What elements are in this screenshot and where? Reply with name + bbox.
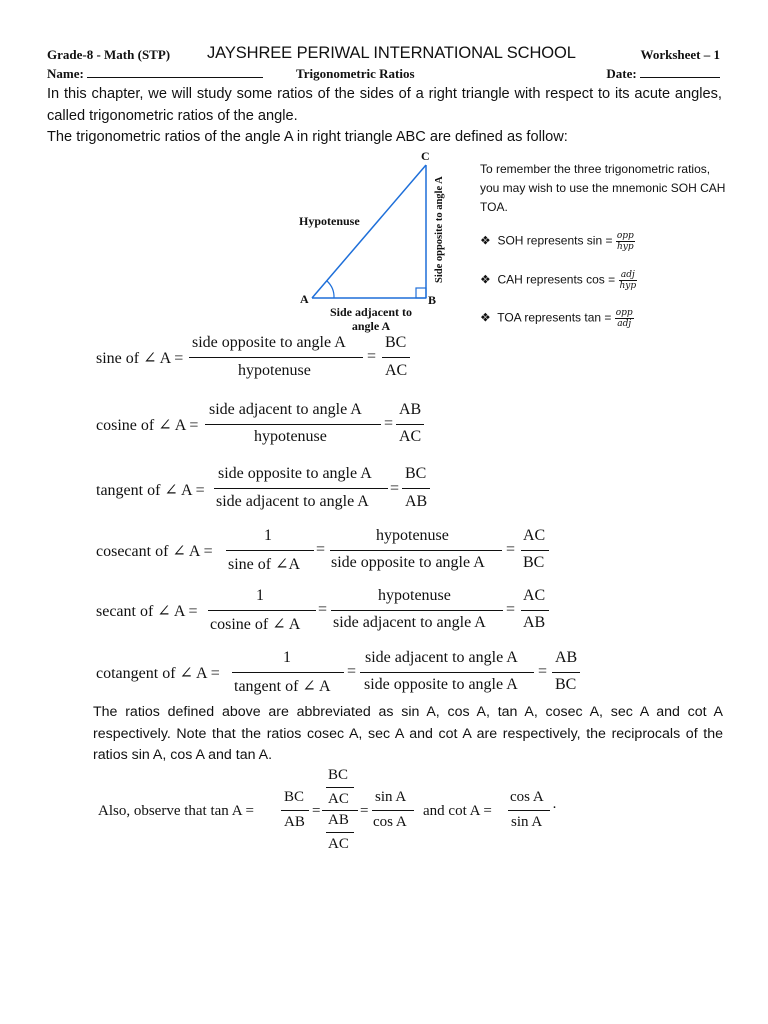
secant-num-3: AC	[523, 587, 546, 604]
mnemonic-note: To remember the three trigonometric ratios, you may wish to use the mnemonic SOH CAH TOA.	[480, 162, 726, 214]
sine-lhs: sine of ∠ A =	[96, 350, 184, 367]
header-row-2	[47, 66, 720, 84]
bullet-icon: ❖	[480, 310, 491, 325]
secant-num-1: 1	[256, 587, 264, 604]
frac-num: opp	[616, 231, 634, 241]
cosine-denominator: hypotenuse	[254, 428, 327, 445]
equals-sign: =	[347, 663, 357, 680]
fraction-bar	[214, 488, 388, 489]
cosecant-num-1: 1	[264, 527, 272, 544]
opposite-side-label: Side opposite to angle A	[434, 176, 445, 283]
fraction-bar	[331, 610, 503, 611]
sine-numerator: side opposite to angle A	[192, 334, 346, 351]
cah-text: CAH represents cos =	[497, 272, 616, 287]
equals-sign: =	[384, 415, 394, 432]
topic-title: Trigonometric Ratios	[296, 66, 415, 81]
vertex-c-label: C	[421, 149, 430, 163]
triangle-diagram	[290, 145, 460, 340]
fraction-bar	[326, 832, 354, 833]
fraction-bar	[382, 357, 410, 358]
fraction-bar	[281, 810, 309, 811]
cotangent-den-3: BC	[555, 676, 577, 693]
school-name: JAYSHREE PERIWAL INTERNATIONAL SCHOOL	[207, 44, 576, 62]
cosine-numerator: side adjacent to angle A	[209, 401, 362, 418]
end-dot: ·	[552, 800, 557, 816]
tangent-denominator: side adjacent to angle A	[216, 493, 369, 510]
fraction-bar	[360, 672, 534, 673]
compound-num-den: AC	[328, 791, 349, 807]
sine-denominator: hypotenuse	[238, 362, 311, 379]
fraction-bar	[189, 357, 363, 358]
cotangent-num-3: AB	[555, 649, 578, 666]
frac-den: hyp	[619, 281, 637, 291]
fraction-bar	[508, 810, 550, 811]
cotangent-num-1: 1	[283, 649, 291, 666]
sin-over-cos-den: cos A	[373, 814, 407, 830]
cos-over-sin-den: sin A	[511, 814, 543, 830]
hypotenuse-label: Hypotenuse	[299, 214, 360, 228]
toa-text: TOA represents tan =	[497, 310, 612, 325]
equals-sign: =	[360, 803, 369, 819]
name-field	[47, 66, 263, 82]
tangent-ratio-den: AB	[405, 493, 428, 510]
date-label: Date:	[606, 66, 637, 81]
intro-paragraph-2: The trigonometric ratios of the angle A in right triangle ABC are defined as follow:	[47, 129, 568, 145]
equals-sign: =	[318, 601, 328, 618]
cotangent-den-1: tangent of ∠ A	[234, 678, 331, 695]
bullet-icon: ❖	[480, 233, 491, 248]
frac-num: opp	[615, 308, 633, 318]
worksheet-label: Worksheet – 1	[640, 47, 720, 62]
fraction-bar	[552, 672, 580, 673]
adjacent-label-line2: angle A	[351, 319, 391, 333]
vertex-b-label: B	[428, 293, 437, 307]
cotangent-den-2: side opposite to angle A	[364, 676, 518, 693]
equals-sign: =	[316, 541, 326, 558]
adjacent-label-line1: Side adjacent to	[330, 305, 412, 319]
equals-sign: =	[390, 480, 400, 497]
grade-label: Grade-8 - Math (STP)	[47, 47, 171, 62]
fraction-bar	[322, 810, 358, 811]
sin-over-cos-num: sin A	[375, 789, 407, 805]
fraction-bar	[208, 610, 316, 611]
frac-den: hyp	[616, 242, 634, 252]
fraction-bar	[326, 787, 354, 788]
secant-lhs: secant of ∠ A =	[96, 603, 198, 620]
equals-sign: =	[538, 663, 548, 680]
cosecant-num-2: hypotenuse	[376, 527, 449, 544]
fraction-bar	[521, 610, 549, 611]
toa-line	[480, 308, 634, 329]
tangent-numerator: side opposite to angle A	[218, 465, 372, 482]
observe-lhs: Also, observe that tan A =	[98, 803, 254, 819]
cotangent-lhs: cotangent of ∠ A =	[96, 665, 220, 682]
cos-over-sin-num: cos A	[510, 789, 544, 805]
name-blank	[87, 66, 263, 78]
and-cot-text: and cot A =	[423, 803, 492, 819]
vertex-a-label: A	[300, 292, 309, 306]
bullet-icon: ❖	[480, 272, 491, 287]
cosine-ratio-num: AB	[399, 401, 422, 418]
cosecant-lhs: cosecant of ∠ A =	[96, 543, 213, 560]
fraction-bar	[330, 550, 502, 551]
soh-text: SOH represents sin =	[497, 233, 613, 248]
adj-over-hyp	[619, 270, 638, 291]
fraction-bar	[372, 810, 414, 811]
equals-sign: =	[506, 541, 516, 558]
fraction-bar	[402, 488, 430, 489]
cosecant-den-1: sine of ∠A	[228, 556, 301, 573]
tan-ratio-num: BC	[284, 789, 305, 805]
tangent-ratio-num: BC	[405, 465, 427, 482]
opp-over-hyp	[616, 231, 635, 252]
fraction-bar	[226, 550, 314, 551]
adjacent-side-label	[326, 305, 416, 333]
compound-den-den: AC	[328, 836, 349, 852]
secant-den-1: cosine of ∠ A	[210, 616, 301, 633]
cosecant-den-2: side opposite to angle A	[331, 554, 485, 571]
soh-line	[480, 231, 635, 252]
fraction-bar	[521, 550, 549, 551]
frac-den: adj	[617, 319, 632, 329]
compound-den-num: AB	[328, 812, 349, 828]
frac-num: adj	[619, 270, 638, 281]
secant-den-2: side adjacent to angle A	[333, 614, 486, 631]
tan-ratio-den: AB	[284, 814, 305, 830]
sine-ratio-num: BC	[385, 334, 407, 351]
cosine-lhs: cosine of ∠ A =	[96, 417, 199, 434]
fraction-bar	[232, 672, 344, 673]
opp-over-adj	[615, 308, 634, 329]
tangent-lhs: tangent of ∠ A =	[96, 482, 205, 499]
secant-den-3: AB	[523, 614, 546, 631]
secant-num-2: hypotenuse	[378, 587, 451, 604]
equals-sign: =	[506, 601, 516, 618]
equals-sign: =	[367, 348, 377, 365]
date-field	[606, 66, 720, 82]
fraction-bar	[396, 424, 424, 425]
fraction-bar	[205, 424, 381, 425]
cosine-ratio-den: AC	[399, 428, 422, 445]
compound-num-num: BC	[328, 767, 349, 783]
date-blank	[640, 66, 720, 78]
name-label: Name:	[47, 66, 84, 81]
intro-paragraph-1: In this chapter, we will study some ratios of the sides of a right triangle with respect to its acute angles, called trigonometric ratios of the angle.	[47, 86, 722, 124]
cotangent-num-2: side adjacent to angle A	[365, 649, 518, 666]
abbreviation-paragraph: The ratios defined above are abbreviated as sin A, cos A, tan A, cosec A, sec A and cot A respectively. Note that the ratios cosec A, sec A and cot A are respectively, the reciprocals of the ratios sin A, cos A and tan A.	[93, 704, 723, 763]
cah-line	[480, 270, 637, 291]
sine-ratio-den: AC	[385, 362, 408, 379]
header-row	[47, 44, 720, 66]
cosecant-num-3: AC	[523, 527, 546, 544]
equals-sign: =	[312, 803, 321, 819]
cosecant-den-3: BC	[523, 554, 545, 571]
